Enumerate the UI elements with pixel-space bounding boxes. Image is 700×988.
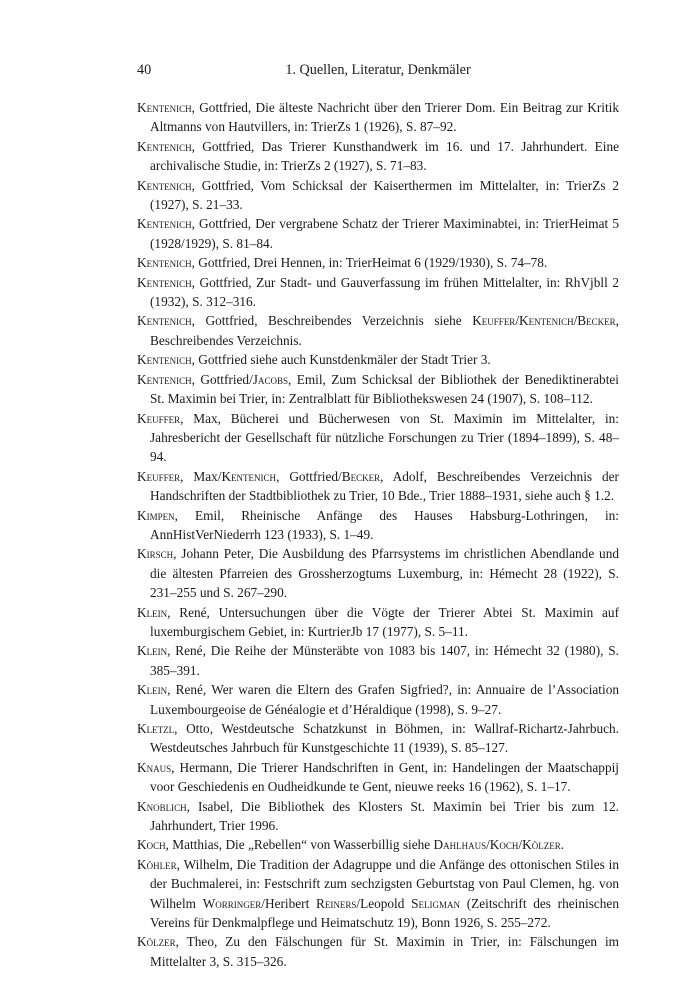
entry-text: , Isabel, Die Bibliothek des Klosters St. Maximin bei Trier bis zum 12. Jahrhundert, Trier 1996. xyxy=(150,798,619,834)
entry-author: Knaus xyxy=(137,759,172,775)
bibliography-entry xyxy=(137,719,619,758)
page-number: 40 xyxy=(137,62,152,78)
bibliography-entry xyxy=(137,214,619,253)
bibliography-entry xyxy=(137,98,619,137)
entry-author: Kentenich xyxy=(137,100,192,115)
entry-author: Kentenich xyxy=(137,274,192,290)
entry-name: Jacobs xyxy=(252,371,288,387)
entry-text: , Matthias, Die „Rebellen“ von Wasserbillig siehe xyxy=(165,837,434,853)
running-head: 1. Quellen, Literatur, Denkmäler xyxy=(285,62,471,78)
entry-author: Kölzer xyxy=(137,934,176,950)
page-header xyxy=(137,62,619,82)
bibliography-entry xyxy=(137,176,619,215)
entry-author: Klein xyxy=(137,682,168,698)
entry-author: Kimpen xyxy=(137,507,175,523)
entry-text: , Hermann, Die Trierer Handschriften in Gent, in: Handelingen der Maatschappij voor Geschiedenis en Oudheidkunde te Gent, nieuwe reeks 16 (1962), S. 1–17. xyxy=(150,759,619,795)
bibliography-entry xyxy=(137,370,619,409)
entry-author: Keuffer xyxy=(137,410,181,426)
entry-text: , Gottfried, Drei Hennen, in: TrierHeimat 6 (1929/1930), S. 74–78. xyxy=(191,255,548,271)
entry-text: , René, Wer waren die Eltern des Grafen Sigfried?, in: Annuaire de l’Association Luxembourgeoise de Généalogie et d’Héraldique (1998), S. 9–27. xyxy=(150,682,619,717)
entry-author: Köhler xyxy=(137,856,177,872)
entry-text: , Max/ xyxy=(180,468,222,484)
entry-text: , Gottfried, Das Trierer Kunsthandwerk im 16. und 17. Jahrhundert. Eine archivalische Studie, in: TrierZs 2 (1927), S. 71–83. xyxy=(150,138,619,174)
entry-name: Becker xyxy=(341,468,381,484)
entry-name: Kentenich xyxy=(221,468,277,484)
entry-name: Reiners xyxy=(316,895,357,911)
bibliography-entry xyxy=(137,855,619,933)
bibliography-entry xyxy=(137,253,619,272)
bibliography-entry xyxy=(137,835,619,854)
entry-text: , Adolf, Beschreibendes Verzeichnis der Handschriften der Stadtbibliothek zu Trier, 10 Bde., Trier 1888–1931, siehe auch § 1.2. xyxy=(150,468,619,504)
entry-author: Knoblich xyxy=(137,798,187,814)
entry-author: Kentenich xyxy=(137,177,192,193)
entry-author: Keuffer xyxy=(137,468,181,484)
bibliography-entry xyxy=(137,758,619,797)
entry-text: , René, Untersuchungen über die Vögte der Trierer Abtei St. Maximin auf luxemburgischem Gebiet, in: KurtrierJb 17 (1977), S. 5–11. xyxy=(150,604,619,639)
entry-author: Kentenich xyxy=(137,255,192,271)
entry-text: (Zeitschrift des rheinischen Vereins für Denkmalpflege und Heimatschutz 19), Bonn 1926, S. 255–272. xyxy=(150,895,619,931)
entry-text: , Emil, Rheinische Anfänge des Hauses Habsburg-Lothringen, in: AnnHistVerNiederrh 123 (1933), S. 1–49. xyxy=(150,507,619,542)
bibliography-list xyxy=(137,98,619,971)
entry-author: Koch xyxy=(137,837,166,853)
entry-text: , Gottfried siehe auch Kunstdenkmäler der Stadt Trier 3. xyxy=(191,352,491,368)
entry-text: /Leopold xyxy=(356,895,412,911)
entry-text: , Wilhelm, Die Tradition der Adagruppe und die Anfänge des ottonischen Stiles in der Buchmalerei, in: Festschrift zum sechzigsten Geburtstag von Paul Clemen, hg. von Wilhelm xyxy=(150,856,619,911)
entry-author: Kentenich xyxy=(137,313,192,329)
entry-text: , Gottfried, Zur Stadt- und Gauverfassung im frühen Mittelalter, in: RhVjbll 2 (1932), S. 312–316. xyxy=(150,274,619,310)
entry-author: Kentenich xyxy=(137,216,192,232)
bibliography-entry xyxy=(137,467,619,506)
entry-author: Kentenich xyxy=(137,138,192,154)
entry-text: , Otto, Westdeutsche Schatzkunst in Böhmen, in: Wallraf-Richartz-Jahrbuch. Westdeutsches Jahrbuch für Kunstgeschichte 11 (1939), S. 85–127. xyxy=(150,721,619,756)
entry-text: , Max, Bücherei und Bücherwesen von St. Maximin im Mittelalter, in: Jahresbericht der Gesellschaft für nützliche Forschungen zu Trier (1894–1899), S. 48–94. xyxy=(150,410,619,465)
bibliography-entry xyxy=(137,603,619,642)
entry-text: , Gottfried, Die älteste Nachricht über den Trierer Dom. Ein Beitrag zur Kritik Altmanns von Hautvillers, in: TrierZs 1 (1926), S. 87–92. xyxy=(150,100,619,135)
entry-text: , Theo, Zu den Fälschungen für St. Maximin in Trier, in: Fälschungen im Mittelalter 3, S. 315–326. xyxy=(150,934,619,969)
bibliography-entry xyxy=(137,680,619,719)
entry-text: , Gottfried/ xyxy=(191,371,253,387)
bibliography-entry xyxy=(137,350,619,369)
entry-text: /Heribert xyxy=(261,895,316,911)
entry-name: Worringer xyxy=(202,895,262,911)
entry-text: , Gottfried/ xyxy=(276,468,342,484)
entry-text: , Beschreibendes Verzeichnis. xyxy=(150,313,619,348)
bibliography-entry xyxy=(137,932,619,971)
entry-text: , Emil, Zum Schicksal der Bibliothek der Benediktinerabtei St. Maximin bei Trier, in: Zentralblatt für Bibliothekswesen 24 (1907), S. 108–112. xyxy=(150,371,619,407)
entry-text: . xyxy=(560,837,565,853)
entry-author: Klein xyxy=(137,604,168,620)
entry-author: Kentenich xyxy=(137,371,192,387)
entry-author: Kirsch xyxy=(137,546,174,562)
bibliography-entry xyxy=(137,311,619,350)
entry-name: Keuffer/Kentenich/Becker xyxy=(472,313,616,329)
entry-text: , Gottfried, Der vergrabene Schatz der Trierer Maximinabtei, in: TrierHeimat 5 (1928/1929), S. 81–84. xyxy=(150,216,619,251)
bibliography-entry xyxy=(137,641,619,680)
entry-text: , Gottfried, Vom Schicksal der Kaiserthermen im Mittelalter, in: TrierZs 2 (1927), S. 21–33. xyxy=(150,177,619,213)
entry-author: Klein xyxy=(137,643,168,659)
bibliography-entry xyxy=(137,409,619,467)
entry-text: , Johann Peter, Die Ausbildung des Pfarrsystems im christlichen Abendlande und die ältesten Pfarreien des Grossherzogtums Luxemburg, in: Hémecht 28 (1922), S. 231–255 und S. 267–290. xyxy=(150,546,619,601)
bibliography-entry xyxy=(137,544,619,602)
bibliography-entry xyxy=(137,273,619,312)
entry-text: , Gottfried, Beschreibendes Verzeichnis siehe xyxy=(191,313,473,329)
bibliography-entry xyxy=(137,506,619,545)
entry-author: Kentenich xyxy=(137,352,192,368)
entry-name: Seligman xyxy=(411,895,460,911)
entry-text: , René, Die Reihe der Münsteräbte von 1083 bis 1407, in: Hémecht 32 (1980), S. 385–391. xyxy=(150,643,619,678)
entry-author: Kletzl xyxy=(137,721,175,736)
bibliography-entry xyxy=(137,137,619,176)
entry-name: Dahlhaus/Koch/Kölzer xyxy=(433,837,561,853)
bibliography-entry xyxy=(137,797,619,836)
